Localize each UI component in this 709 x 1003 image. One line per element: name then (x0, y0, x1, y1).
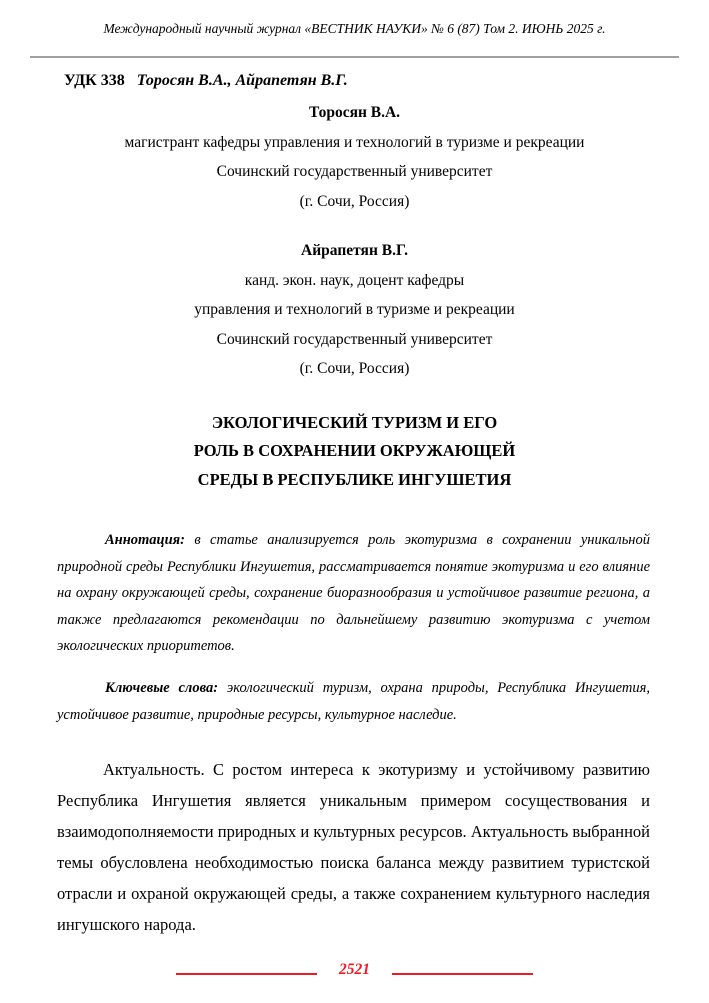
header-divider (30, 56, 679, 58)
author-1-city-line: (г. Сочи, Россия) (299, 192, 410, 210)
udk-authors: Торосян В.А., Айрапетян В.Г. (136, 72, 348, 89)
author-block-2 (0, 236, 709, 384)
page-footer (0, 961, 709, 979)
author-2-degree-line: канд. экон. наук, доцент кафедры (244, 271, 465, 289)
author-2-name: Айрапетян В.Г. (301, 242, 408, 259)
author-1-name: Торосян В.А. (308, 104, 401, 121)
udk-line (64, 71, 652, 90)
page-number: 2521 (339, 961, 370, 978)
article-title-line-3: СРЕДЫ В РЕСПУБЛИКЕ ИНГУШЕТИЯ (197, 469, 512, 489)
article-title-line-2: РОЛЬ В СОХРАНЕНИИ ОКРУЖАЮЩЕЙ (193, 441, 516, 460)
author-1-university-line: Сочинский государственный университет (216, 163, 493, 180)
body-paragraph: Актуальность. С ростом интереса к экотуризму и устойчивому развитию Республика Ингушетия является уникальным примером сосуществования и взаимодополняемости природных и культурных ресурсов. Актуальность выбранной темы обусловлена необходимостью поиска баланса между развитием туристской отрасли и охраной окружающей среды, а также сохранением культурного наследия ингушского народа. (57, 759, 650, 934)
author-block-1 (0, 98, 709, 216)
author-1-affiliation-line: магистрант кафедры управления и технологий в туризме и рекреации (124, 133, 585, 151)
article-title (0, 409, 709, 495)
abstract-paragraph (57, 527, 650, 660)
author-2-university-line: Сочинский государственный университет (216, 330, 493, 348)
keywords-text: экологический туризм, охрана природы, Республика Ингушетия, устойчивое развитие, природные ресурсы, культурное наследие. (57, 679, 650, 723)
abstract-text: в статье анализируется роль экотуризма в сохранении уникальной природной среды Республики Ингушетия, рассматривается понятие экотуризма и его влияние на охрану окружающей среды, сохранение биоразнообразия и устойчивое развитие региона, а также предлагаются рекомендации по дальнейшему развитию экотуризма с учетом экологических приоритетов. (57, 532, 650, 654)
author-2-affiliation-line: управления и технологий в туризме и рекреации (194, 301, 515, 318)
author-2-city-line: (г. Сочи, Россия) (299, 360, 410, 377)
keywords-label: Ключевые слова: (105, 679, 219, 696)
journal-header: Международный научный журнал «ВЕСТНИК НАУКИ» № 6 (87) Том 2. ИЮНЬ 2025 г. (103, 21, 606, 36)
abstract-label: Аннотация: (105, 532, 185, 548)
footer-right-rule (392, 973, 533, 975)
keywords-paragraph (57, 675, 650, 729)
udk-code: УДК 338 (64, 72, 125, 89)
article-title-line-1: ЭКОЛОГИЧЕСКИЙ ТУРИЗМ И ЕГО (211, 412, 498, 432)
footer-left-rule (176, 973, 317, 975)
